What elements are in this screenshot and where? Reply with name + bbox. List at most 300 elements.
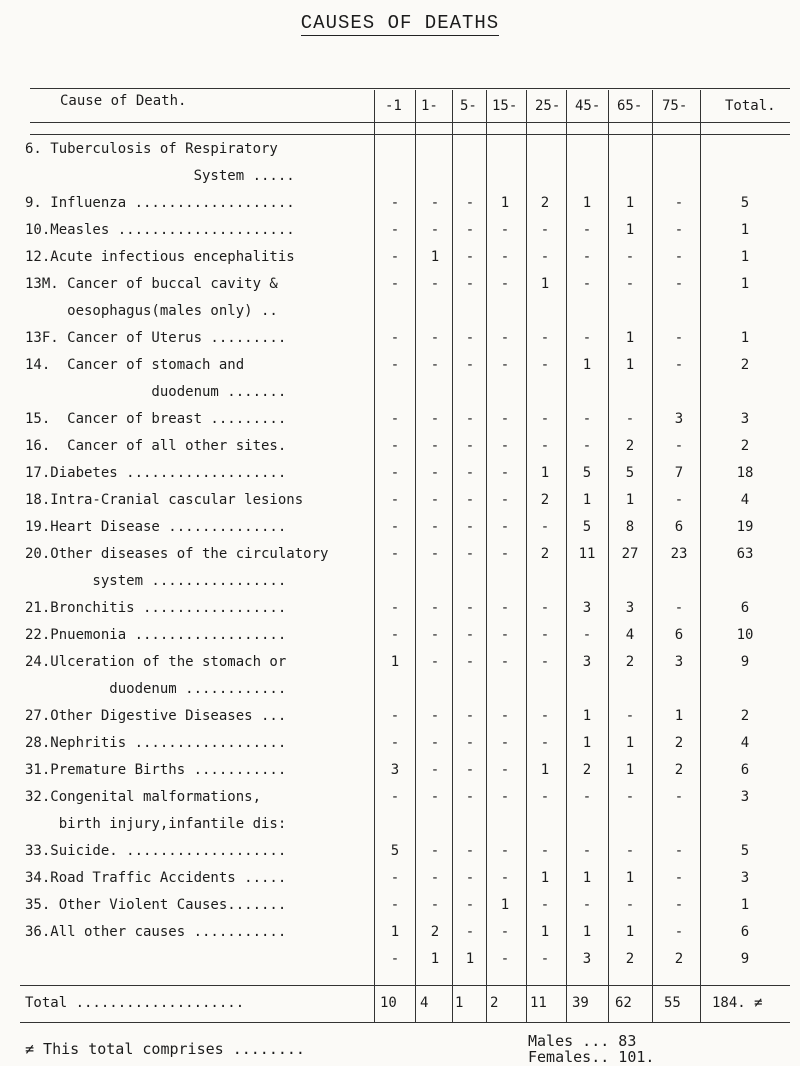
cause-label: 33.Suicide. ................... bbox=[25, 843, 287, 859]
age-cell: 2 bbox=[582, 762, 592, 778]
total-cell: 2 bbox=[740, 438, 750, 454]
cause-label: 10.Measles ..................... bbox=[25, 222, 295, 238]
age-cell: - bbox=[500, 654, 510, 670]
table-row bbox=[0, 223, 800, 241]
age-cell: 1 bbox=[625, 222, 635, 238]
table-row bbox=[0, 169, 800, 187]
age-cell: - bbox=[500, 438, 510, 454]
age-cell: - bbox=[540, 330, 550, 346]
totals-cell: 2 bbox=[490, 995, 499, 1011]
totals-cell: 39 bbox=[572, 995, 589, 1011]
age-cell: - bbox=[674, 195, 684, 211]
cause-label: 35. Other Violent Causes....... bbox=[25, 897, 287, 913]
age-cell: 1 bbox=[430, 951, 440, 967]
age-cell: - bbox=[674, 276, 684, 292]
age-cell: - bbox=[390, 249, 400, 265]
age-cell: - bbox=[430, 708, 440, 724]
age-cell: 2 bbox=[674, 735, 684, 751]
age-cell: - bbox=[465, 789, 475, 805]
age-cell: - bbox=[465, 357, 475, 373]
table-row bbox=[0, 898, 800, 916]
age-cell: - bbox=[430, 546, 440, 562]
age-cell: 1 bbox=[625, 762, 635, 778]
age-cell: - bbox=[390, 708, 400, 724]
cause-label: 21.Bronchitis ................. bbox=[25, 600, 287, 616]
age-cell: - bbox=[540, 627, 550, 643]
table-row bbox=[0, 277, 800, 295]
cause-label: 27.Other Digestive Diseases ... bbox=[25, 708, 287, 724]
age-cell: - bbox=[500, 735, 510, 751]
age-cell: - bbox=[390, 465, 400, 481]
age-cell: 1 bbox=[625, 870, 635, 886]
table-row bbox=[0, 412, 800, 430]
age-cell: 7 bbox=[674, 465, 684, 481]
age-cell: 1 bbox=[540, 465, 550, 481]
footnote-text: ≠ This total comprises ........ bbox=[25, 1040, 305, 1058]
age-cell: - bbox=[390, 276, 400, 292]
age-cell: 2 bbox=[625, 438, 635, 454]
age-cell: - bbox=[500, 762, 510, 778]
table-row bbox=[0, 628, 800, 646]
age-cell: - bbox=[674, 357, 684, 373]
table-row bbox=[0, 466, 800, 484]
age-cell: - bbox=[540, 897, 550, 913]
totals-column-rule bbox=[700, 985, 701, 1022]
age-cell: - bbox=[465, 627, 475, 643]
age-cell: - bbox=[430, 465, 440, 481]
total-cell: 4 bbox=[740, 735, 750, 751]
age-cell: - bbox=[500, 924, 510, 940]
age-cell: - bbox=[582, 789, 592, 805]
age-cell: - bbox=[625, 789, 635, 805]
age-cell: 3 bbox=[674, 411, 684, 427]
cause-label: 15. Cancer of breast ......... bbox=[25, 411, 287, 427]
age-cell: - bbox=[540, 735, 550, 751]
age-header-under-1: -1 bbox=[385, 98, 402, 114]
age-header-25: 25- bbox=[535, 98, 561, 114]
total-header: Total. bbox=[725, 98, 776, 114]
table-row bbox=[0, 736, 800, 754]
table-row bbox=[0, 601, 800, 619]
age-cell: - bbox=[540, 249, 550, 265]
total-cell: 19 bbox=[736, 519, 754, 535]
age-header-1: 1- bbox=[421, 98, 438, 114]
age-cell: - bbox=[390, 546, 400, 562]
totals-column-rule bbox=[374, 985, 375, 1022]
age-cell: 1 bbox=[465, 951, 475, 967]
age-cell: 1 bbox=[430, 249, 440, 265]
age-cell: 8 bbox=[625, 519, 635, 535]
totals-column-rule bbox=[608, 985, 609, 1022]
table-row bbox=[0, 493, 800, 511]
total-cell: 6 bbox=[740, 762, 750, 778]
age-cell: - bbox=[390, 492, 400, 508]
total-cell: 10 bbox=[736, 627, 754, 643]
age-cell: 1 bbox=[625, 735, 635, 751]
table-row bbox=[0, 952, 800, 970]
cause-label: 34.Road Traffic Accidents ..... bbox=[25, 870, 287, 886]
age-cell: - bbox=[582, 222, 592, 238]
header-bottom-rule bbox=[30, 122, 790, 123]
age-cell: - bbox=[540, 951, 550, 967]
age-cell: - bbox=[430, 897, 440, 913]
age-cell: - bbox=[500, 870, 510, 886]
age-cell: - bbox=[465, 519, 475, 535]
age-cell: 3 bbox=[582, 951, 592, 967]
age-cell: - bbox=[465, 708, 475, 724]
age-cell: - bbox=[500, 330, 510, 346]
age-cell: - bbox=[430, 357, 440, 373]
age-cell: - bbox=[430, 276, 440, 292]
age-cell: 1 bbox=[582, 357, 592, 373]
age-cell: 1 bbox=[582, 708, 592, 724]
table-row bbox=[0, 817, 800, 835]
totals-label: Total .................... bbox=[25, 995, 245, 1011]
age-cell: - bbox=[390, 627, 400, 643]
age-cell: - bbox=[540, 438, 550, 454]
age-cell: 1 bbox=[625, 330, 635, 346]
age-cell: 3 bbox=[625, 600, 635, 616]
age-header-75: 75- bbox=[662, 98, 688, 114]
age-cell: - bbox=[674, 789, 684, 805]
total-cell: 3 bbox=[740, 411, 750, 427]
age-cell: - bbox=[582, 627, 592, 643]
cause-label: system ................ bbox=[25, 573, 287, 589]
total-cell: 2 bbox=[740, 708, 750, 724]
age-cell: - bbox=[430, 438, 440, 454]
age-cell: 1 bbox=[625, 195, 635, 211]
cause-label: 17.Diabetes ................... bbox=[25, 465, 287, 481]
age-cell: - bbox=[674, 222, 684, 238]
age-cell: 1 bbox=[625, 924, 635, 940]
age-cell: 1 bbox=[540, 276, 550, 292]
age-cell: - bbox=[674, 870, 684, 886]
age-cell: 1 bbox=[582, 870, 592, 886]
age-cell: - bbox=[582, 249, 592, 265]
age-cell: 5 bbox=[625, 465, 635, 481]
cause-label: duodenum ............ bbox=[25, 681, 287, 697]
age-cell: - bbox=[625, 708, 635, 724]
age-cell: - bbox=[540, 600, 550, 616]
age-cell: - bbox=[430, 411, 440, 427]
age-cell: - bbox=[430, 492, 440, 508]
total-cell: 18 bbox=[736, 465, 754, 481]
age-header-45: 45- bbox=[575, 98, 601, 114]
age-cell: 3 bbox=[582, 600, 592, 616]
age-cell: - bbox=[430, 195, 440, 211]
age-cell: - bbox=[540, 843, 550, 859]
age-cell: - bbox=[500, 627, 510, 643]
age-cell: 6 bbox=[674, 519, 684, 535]
age-cell: - bbox=[500, 357, 510, 373]
age-cell: - bbox=[582, 276, 592, 292]
totals-column-rule bbox=[415, 985, 416, 1022]
age-cell: - bbox=[465, 897, 475, 913]
age-cell: - bbox=[500, 546, 510, 562]
age-cell: - bbox=[430, 762, 440, 778]
age-cell: 4 bbox=[625, 627, 635, 643]
age-cell: - bbox=[500, 843, 510, 859]
age-cell: - bbox=[465, 735, 475, 751]
age-cell: - bbox=[430, 330, 440, 346]
totals-cell: 10 bbox=[380, 995, 397, 1011]
age-cell: - bbox=[465, 330, 475, 346]
total-cell: 6 bbox=[740, 600, 750, 616]
age-cell: - bbox=[674, 600, 684, 616]
age-cell: 11 bbox=[578, 546, 596, 562]
age-cell: - bbox=[465, 492, 475, 508]
age-cell: - bbox=[430, 627, 440, 643]
age-cell: - bbox=[500, 249, 510, 265]
table-row bbox=[0, 844, 800, 862]
age-cell: 1 bbox=[582, 735, 592, 751]
age-header-15: 15- bbox=[492, 98, 518, 114]
footnote-males: Males ... 83 bbox=[528, 1032, 637, 1050]
cause-label: 14. Cancer of stomach and bbox=[25, 357, 245, 373]
age-cell: - bbox=[500, 492, 510, 508]
age-cell: - bbox=[390, 519, 400, 535]
age-cell: - bbox=[674, 924, 684, 940]
age-cell: - bbox=[465, 762, 475, 778]
age-cell: - bbox=[390, 951, 400, 967]
total-cell: 9 bbox=[740, 654, 750, 670]
age-cell: - bbox=[465, 249, 475, 265]
total-cell: 1 bbox=[740, 249, 750, 265]
age-cell: 3 bbox=[674, 654, 684, 670]
age-cell: - bbox=[582, 843, 592, 859]
totals-column-rule bbox=[486, 985, 487, 1022]
total-cell: 5 bbox=[740, 195, 750, 211]
table-row bbox=[0, 142, 800, 160]
age-cell: - bbox=[430, 735, 440, 751]
age-cell: - bbox=[465, 924, 475, 940]
age-cell: - bbox=[465, 438, 475, 454]
cause-label: birth injury,infantile dis: bbox=[25, 816, 287, 832]
totals-column-rule bbox=[566, 985, 567, 1022]
age-cell: - bbox=[500, 276, 510, 292]
table-row bbox=[0, 385, 800, 403]
age-cell: - bbox=[500, 222, 510, 238]
age-cell: 5 bbox=[582, 465, 592, 481]
age-cell: 2 bbox=[674, 762, 684, 778]
totals-top-rule bbox=[20, 985, 790, 986]
age-cell: 2 bbox=[625, 951, 635, 967]
totals-column-rule bbox=[452, 985, 453, 1022]
table-row bbox=[0, 574, 800, 592]
page-title: CAUSES OF DEATHS bbox=[300, 12, 500, 34]
age-cell: - bbox=[500, 600, 510, 616]
cause-label: duodenum ....... bbox=[25, 384, 287, 400]
totals-column-rule bbox=[526, 985, 527, 1022]
cause-label: 19.Heart Disease .............. bbox=[25, 519, 287, 535]
age-cell: 3 bbox=[582, 654, 592, 670]
age-cell: - bbox=[540, 708, 550, 724]
cause-label: 13F. Cancer of Uterus ......... bbox=[25, 330, 287, 346]
age-cell: 27 bbox=[621, 546, 639, 562]
age-cell: - bbox=[465, 546, 475, 562]
age-cell: - bbox=[465, 843, 475, 859]
totals-cell: 4 bbox=[420, 995, 429, 1011]
table-row bbox=[0, 304, 800, 322]
cause-label: 13M. Cancer of buccal cavity & bbox=[25, 276, 278, 292]
total-cell: 9 bbox=[740, 951, 750, 967]
age-cell: - bbox=[674, 249, 684, 265]
age-cell: - bbox=[540, 357, 550, 373]
cause-label: 18.Intra-Cranial cascular lesions bbox=[25, 492, 304, 508]
totals-column-rule bbox=[652, 985, 653, 1022]
age-cell: 6 bbox=[674, 627, 684, 643]
age-cell: - bbox=[465, 276, 475, 292]
age-cell: - bbox=[500, 411, 510, 427]
table-row bbox=[0, 439, 800, 457]
age-cell: - bbox=[390, 195, 400, 211]
age-cell: 1 bbox=[390, 654, 400, 670]
age-cell: - bbox=[430, 870, 440, 886]
age-cell: - bbox=[625, 411, 635, 427]
total-cell: 1 bbox=[740, 897, 750, 913]
cause-label: 9. Influenza ................... bbox=[25, 195, 295, 211]
age-cell: - bbox=[540, 654, 550, 670]
age-cell: - bbox=[540, 411, 550, 427]
age-cell: - bbox=[430, 843, 440, 859]
age-cell: - bbox=[390, 222, 400, 238]
age-cell: - bbox=[465, 411, 475, 427]
age-cell: - bbox=[540, 519, 550, 535]
age-cell: - bbox=[390, 357, 400, 373]
age-cell: 1 bbox=[500, 897, 510, 913]
age-cell: - bbox=[430, 519, 440, 535]
age-cell: 2 bbox=[625, 654, 635, 670]
table-row bbox=[0, 655, 800, 673]
totals-cell: 55 bbox=[664, 995, 681, 1011]
cause-label: System ..... bbox=[25, 168, 295, 184]
total-cell: 3 bbox=[740, 789, 750, 805]
age-cell: 1 bbox=[540, 762, 550, 778]
table-row bbox=[0, 682, 800, 700]
totals-bottom-rule bbox=[20, 1022, 790, 1023]
age-cell: - bbox=[390, 789, 400, 805]
age-cell: 2 bbox=[540, 492, 550, 508]
age-cell: - bbox=[390, 897, 400, 913]
totals-cell: 62 bbox=[615, 995, 632, 1011]
age-cell: - bbox=[500, 519, 510, 535]
age-cell: 1 bbox=[582, 195, 592, 211]
cause-label: 31.Premature Births ........... bbox=[25, 762, 287, 778]
totals-cell: 1 bbox=[455, 995, 464, 1011]
age-cell: 2 bbox=[430, 924, 440, 940]
age-cell: 2 bbox=[540, 195, 550, 211]
age-cell: - bbox=[430, 222, 440, 238]
age-cell: - bbox=[430, 654, 440, 670]
age-cell: - bbox=[500, 789, 510, 805]
age-cell: - bbox=[465, 600, 475, 616]
table-row bbox=[0, 250, 800, 268]
age-cell: - bbox=[465, 465, 475, 481]
table-row bbox=[0, 790, 800, 808]
total-cell: 4 bbox=[740, 492, 750, 508]
age-cell: 1 bbox=[625, 492, 635, 508]
table-row bbox=[0, 331, 800, 349]
age-cell: 2 bbox=[540, 546, 550, 562]
total-cell: 3 bbox=[740, 870, 750, 886]
age-cell: - bbox=[625, 276, 635, 292]
total-cell: 2 bbox=[740, 357, 750, 373]
age-cell: - bbox=[390, 411, 400, 427]
age-cell: - bbox=[430, 789, 440, 805]
header-top-rule bbox=[30, 88, 790, 89]
table-row bbox=[0, 358, 800, 376]
age-cell: - bbox=[582, 330, 592, 346]
total-cell: 6 bbox=[740, 924, 750, 940]
age-cell: - bbox=[465, 195, 475, 211]
age-cell: - bbox=[674, 897, 684, 913]
age-cell: - bbox=[540, 222, 550, 238]
age-cell: - bbox=[390, 438, 400, 454]
age-cell: - bbox=[390, 600, 400, 616]
cause-label: 36.All other causes ........... bbox=[25, 924, 287, 940]
age-cell: - bbox=[465, 654, 475, 670]
cause-label: 20.Other diseases of the circulatory bbox=[25, 546, 329, 562]
age-cell: 1 bbox=[540, 870, 550, 886]
age-cell: - bbox=[674, 438, 684, 454]
age-cell: - bbox=[430, 600, 440, 616]
table-row bbox=[0, 196, 800, 214]
total-cell: 1 bbox=[740, 276, 750, 292]
total-cell: 1 bbox=[740, 330, 750, 346]
cause-label: 28.Nephritis .................. bbox=[25, 735, 287, 751]
table-row bbox=[0, 709, 800, 727]
header-underline bbox=[30, 134, 790, 135]
table-row bbox=[0, 547, 800, 565]
cause-label: 24.Ulceration of the stomach or bbox=[25, 654, 287, 670]
age-cell: - bbox=[500, 708, 510, 724]
age-cell: 1 bbox=[500, 195, 510, 211]
cause-label: 12.Acute infectious encephalitis bbox=[25, 249, 295, 265]
age-cell: 5 bbox=[390, 843, 400, 859]
age-cell: - bbox=[582, 411, 592, 427]
age-header-5: 5- bbox=[460, 98, 477, 114]
cause-label: 22.Pnuemonia .................. bbox=[25, 627, 287, 643]
cause-label: 32.Congenital malformations, bbox=[25, 789, 262, 805]
age-cell: 2 bbox=[674, 951, 684, 967]
age-cell: 1 bbox=[582, 492, 592, 508]
total-cell: 1 bbox=[740, 222, 750, 238]
totals-cell: 11 bbox=[530, 995, 547, 1011]
age-cell: - bbox=[500, 465, 510, 481]
age-cell: - bbox=[582, 438, 592, 454]
age-cell: 5 bbox=[582, 519, 592, 535]
age-cell: - bbox=[674, 492, 684, 508]
age-cell: - bbox=[674, 843, 684, 859]
age-cell: 1 bbox=[390, 924, 400, 940]
table-row bbox=[0, 925, 800, 943]
age-cell: - bbox=[500, 951, 510, 967]
age-cell: - bbox=[625, 843, 635, 859]
age-header-65: 65- bbox=[617, 98, 643, 114]
age-cell: 1 bbox=[582, 924, 592, 940]
age-cell: 3 bbox=[390, 762, 400, 778]
age-cell: - bbox=[390, 735, 400, 751]
age-cell: - bbox=[625, 897, 635, 913]
age-cell: - bbox=[465, 222, 475, 238]
cause-of-death-header: Cause of Death. bbox=[60, 93, 187, 109]
table-row bbox=[0, 871, 800, 889]
age-cell: 23 bbox=[670, 546, 688, 562]
cause-label: oesophagus(males only) .. bbox=[25, 303, 278, 319]
footnote-females: Females.. 101. bbox=[528, 1048, 655, 1066]
total-cell: 5 bbox=[740, 843, 750, 859]
age-cell: - bbox=[540, 789, 550, 805]
